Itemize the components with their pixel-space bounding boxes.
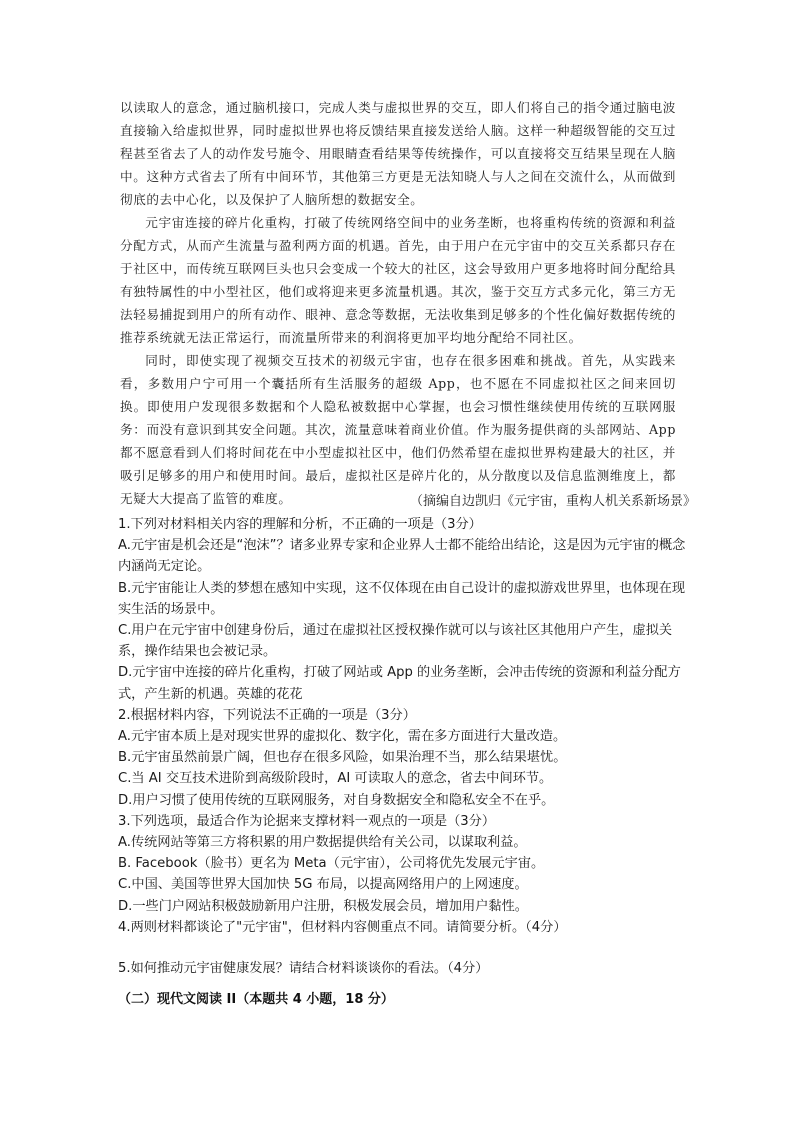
question-1-option-d: D.元宇宙中连接的碎片化重构，打破了网站或 App 的业务垄断，会冲击传统的资源和利益分配方式，产生新的机遇。英雄的花花 — [118, 665, 681, 702]
reading-passage — [120, 96, 676, 510]
question-list — [118, 514, 690, 979]
answer-space — [118, 938, 690, 958]
question-1-option-b: B.元宇宙能让人类的梦想在感知中实现，这不仅体现在由自己设计的虚拟游戏世界里，也体现在现实生活的场景中。 — [118, 580, 686, 617]
question-3-option-a: A.传统网站等第三方将积累的用户数据提供给有关公司，以谋取利益。 — [118, 835, 527, 851]
section-heading: （二）现代文阅读 II（本题共 4 小题，18 分） — [118, 992, 394, 1007]
question-2-option-b: B.元宇宙虽然前景广阔，但也存在很多风险，如果治理不当，那么结果堪忧。 — [118, 750, 567, 766]
question-2-option-a: A.元宇宙本质上是对现实世界的虚拟化、数字化，需在多方面进行大量改造。 — [118, 729, 567, 745]
question-2-option-d: D.用户习惯了使用传统的互联网服务，对自身数据安全和隐私安全不在乎。 — [118, 792, 555, 808]
passage-source-citation: （摘编自边凯归《元宇宙，重构人机关系新场景》 — [409, 494, 696, 509]
passage-paragraph: 以读取人的意念，通过脑机接口，完成人类与虚拟世界的交互，即人们将自己的指令通过脑电波直接输入给虚拟世界，同时虚拟世界也将反馈结果直接发送给人脑。这样一种超级智能的交互过程甚至省去了人的动作发号施令、用眼睛查看结果等传统操作，可以直接将交互结果呈现在人脑中。这种方式省去了所有中间环节，其他第三方更是无法知晓人与人之间在交流什么，从而做到彻底的去中心化，以及保护了人脑所想的数据安全。 — [120, 100, 676, 207]
passage-paragraph: 同时，即使实现了视频交互技术的初级元宇宙，也存在很多困难和挑战。首先，从实践来看，多数用户宁可用一个囊括所有生活服务的超级 App，也不愿在不同虚拟社区之间来回切换。即使用户发现很多数据和个人隐私被数据中心掌握，也会习惯性继续使用传统的互联网服务：而没有意识到其安全问题。其次，流量意味着商业价值。作为服务提供商的头部网站、App 都不愿意看到人们将时间花在中小型虚拟社区中，他们仍然希望在虚拟世界构建最大的社区，并吸引足够多的用户和使用时间。最后，虚拟社区是碎片化的，从分散度以及信息监测维度上，都无疑大大提高了监管的难度。 — [120, 353, 676, 506]
question-2-option-c: C.当 AI 交互技术进阶到高级阶段时，AI 可读取人的意念，省去中间环节。 — [118, 771, 553, 787]
question-3-option-d: D.一些门户网站积极鼓励新用户注册，积极发展会员，增加用户黏性。 — [118, 898, 528, 914]
question-3-stem: 3.下列选项，最适合作为论据来支撑材料一观点的一项是（3分） — [118, 813, 496, 829]
question-1-option-a: A.元宇宙是机会还是“泡沫”？诸多业界专家和企业界人士都不能给出结论，这是因为元宇宙的概念内涵尚无定论。 — [118, 538, 686, 575]
question-1-option-c: C.用户在元宇宙中创建身份后，通过在虚拟社区授权操作就可以与该社区其他用户产生，虚拟关系，操作结果也会被记录。 — [118, 623, 673, 660]
passage-paragraph: 元宇宙连接的碎片化重构，打破了传统网络空间中的业务垄断，也将重构传统的资源和利益分配方式，从而产生流量与盈利两方面的机遇。首先，由于用户在元宇宙中的交互关系都只存在于社区中，而传统互联网巨头也只会变成一个较大的社区，这会导致用户更多地将时间分配给具有独特属性的中小型社区，他们或将迎来更多流量机遇。其次，鉴于交互方式多元化，第三方无法轻易捕捉到用户的所有动作、眼神、意念等数据，无法收集到足够多的个性化偏好数据传统的推荐系统就无法正常运行，而流量所带来的利润将更加平均地分配给不同社区。 — [120, 215, 676, 345]
question-3-option-c: C.中国、美国等世界大国加快 5G 布局，以提高网络用户的上网速度。 — [118, 877, 528, 893]
question-1-stem: 1.下列对材料相关内容的理解和分析，不正确的一项是（3分） — [118, 517, 482, 532]
question-2-stem: 2.根据材料内容，下列说法不正确的一项是（3分） — [118, 707, 416, 723]
question-3-option-b: B. Facebook（脸书）更名为 Meta（元宇宙），公司将优先发展元宇宙。 — [118, 856, 545, 872]
question-4: 4.两则材料都谈论了"元宇宙"，但材料内容侧重点不同。请简要分析。（4分） — [118, 919, 567, 935]
question-5: 5.如何推动元宇宙健康发展？请结合材料谈谈你的看法。（4分） — [118, 961, 489, 977]
